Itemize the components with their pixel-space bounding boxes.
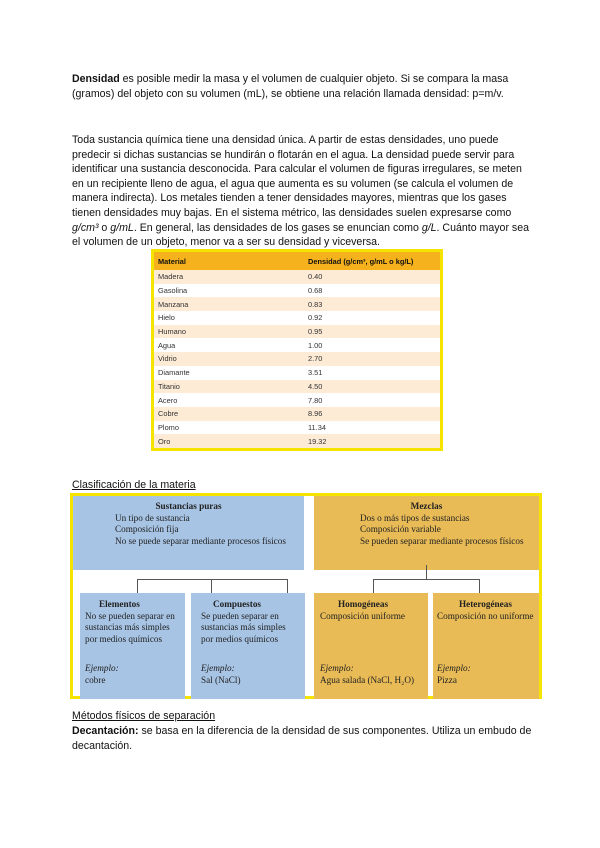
homogeneous-line: Composición uniforme [320,610,405,621]
homogeneous-example-label: Ejemplo: [320,663,354,673]
para2-part2: . En general, las densidades de los gases se enuncian como [133,221,422,234]
elements-example-label: Ejemplo: [85,663,119,673]
connector-line [373,579,479,580]
density-table-row [153,380,442,394]
para2-part1: Toda sustancia química tiene una densidad única. A partir de estas densidades, uno puede predecir si dichas sustancias se hundirán o flotarán en el agua. La densidad puede servir para identificar una sustancia desconocida. Para calcular el volumen de figuras irregulares, se meten en un recipiente lleno de agua, el agua que aumenta es su volumen (se calcula el volumen de manera indirecta). Los metales tienden a tener densidades mayores, mientras que los gases tienen densidades muy bajas. En el sistema métrico, las densidades suelen expresarse como [72,134,522,219]
mixtures-line: Dos o más tipos de sustancias [360,512,470,523]
density-cell: 0.68 [304,284,442,298]
density-table [151,249,443,451]
density-table-row [153,421,442,435]
unit-g-cm3: g/cm³ [72,221,99,234]
density-table-row [153,284,442,298]
header-density: Densidad (g/cm³, g/mL o kg/L) [304,251,442,271]
density-term: Densidad [72,73,120,85]
material-cell: Vidrio [153,352,305,366]
density-cell: 0.40 [304,270,442,284]
density-table-row [153,352,442,366]
pure-line: Un tipo de sustancia [115,512,190,523]
material-cell: Plomo [153,421,305,435]
density-table-row [153,393,442,407]
homogeneous-box [314,593,428,699]
density-cell: 1.00 [304,338,442,352]
density-table-row [153,338,442,352]
compounds-line: Se pueden separar en [201,610,279,621]
homogeneous-example: Agua salada (NaCl, H₂O) [320,674,415,685]
density-explanation-paragraph [72,133,532,250]
density-table-row [153,366,442,380]
density-cell: 3.51 [304,366,442,380]
pure-substances-title: Sustancias puras [155,501,222,511]
connector-line [287,579,288,593]
unit-g-l: g/L [421,221,437,234]
connector-line [426,565,427,579]
material-cell: Cobre [153,407,305,421]
connector-line [137,579,287,580]
density-table-row [153,407,442,421]
compounds-box [191,593,305,699]
density-table-row [153,325,442,339]
compounds-line: por medios químicos [201,633,279,644]
material-cell: Agua [153,338,305,352]
connector-line [479,579,480,593]
pure-line: Composición fija [115,524,179,534]
elements-example: cobre [85,674,106,685]
density-cell: 4.50 [304,380,442,394]
density-table-row [153,311,442,325]
density-table-row [153,434,442,449]
pure-substances-box [73,496,304,570]
material-cell: Gasolina [153,284,305,298]
decantation-term: Decantación: [72,725,139,737]
mixtures-title: Mezclas [410,501,443,511]
unit-g-ml: g/mL [110,221,134,234]
material-cell: Diamante [153,366,305,380]
density-cell: 0.92 [304,311,442,325]
separation-heading: Métodos físicos de separación [72,710,216,722]
material-cell: Hielo [153,311,305,325]
density-cell: 7.80 [304,393,442,407]
elements-box [80,593,185,699]
mixtures-line: Se pueden separar mediante procesos físicos [360,535,524,546]
header-material: Material [153,251,305,271]
compounds-title: Compuestos [213,599,261,609]
heterogeneous-example-label: Ejemplo: [437,663,471,673]
classification-diagram [70,493,542,699]
density-cell: 8.96 [304,407,442,421]
material-cell: Acero [153,393,305,407]
elements-line: por medios químicos [85,633,163,644]
classification-heading: Clasificación de la materia [72,479,196,491]
material-cell: Madera [153,270,305,284]
density-table-row [153,297,442,311]
material-cell: Oro [153,434,305,449]
density-cell: 0.83 [304,297,442,311]
heterogeneous-line: Composición no uniforme [437,610,534,621]
pure-line: No se puede separar mediante procesos físicos [115,535,286,546]
material-cell: Manzana [153,297,305,311]
density-table-row [153,270,442,284]
density-cell: 11.34 [304,421,442,435]
density-intro-paragraph [72,72,532,101]
mixtures-box [314,496,539,570]
para2-or: o [98,221,111,234]
density-cell: 0.95 [304,325,442,339]
decantation-text: se basa en la diferencia de la densidad de sus componentes. Utiliza un embudo de decantación. [72,725,532,752]
connector-line [137,579,138,593]
compounds-line: sustancias más simples [201,622,286,632]
material-cell: Humano [153,325,305,339]
decantation-paragraph [72,724,532,753]
compounds-example: Sal (NaCl) [201,674,241,685]
elements-line: No se pueden separar en [85,610,175,621]
heterogeneous-title: Heterogéneas [459,599,512,609]
compounds-example-label: Ejemplo: [201,663,235,673]
elements-title: Elementos [99,599,140,609]
heterogeneous-box [433,593,539,699]
elements-line: sustancias más simples [85,622,170,632]
density-cell: 2.70 [304,352,442,366]
density-cell: 19.32 [304,434,442,449]
heterogeneous-example: Pizza [437,674,457,685]
connector-line [373,579,374,593]
material-cell: Titanio [153,380,305,394]
density-table-header-row [153,251,442,271]
mixtures-line: Composición variable [360,524,441,534]
homogeneous-title: Homogéneas [338,599,389,609]
density-intro-text: es posible medir la masa y el volumen de cualquier objeto. Si se compara la masa (gramos) del objeto con su volumen (mL), se obtiene una relación llamada densidad: p=m/v. [72,73,509,100]
para2-part3: . Cuánto mayor sea el volumen de un objeto, menor va a ser su densidad y viceversa. [72,221,529,249]
